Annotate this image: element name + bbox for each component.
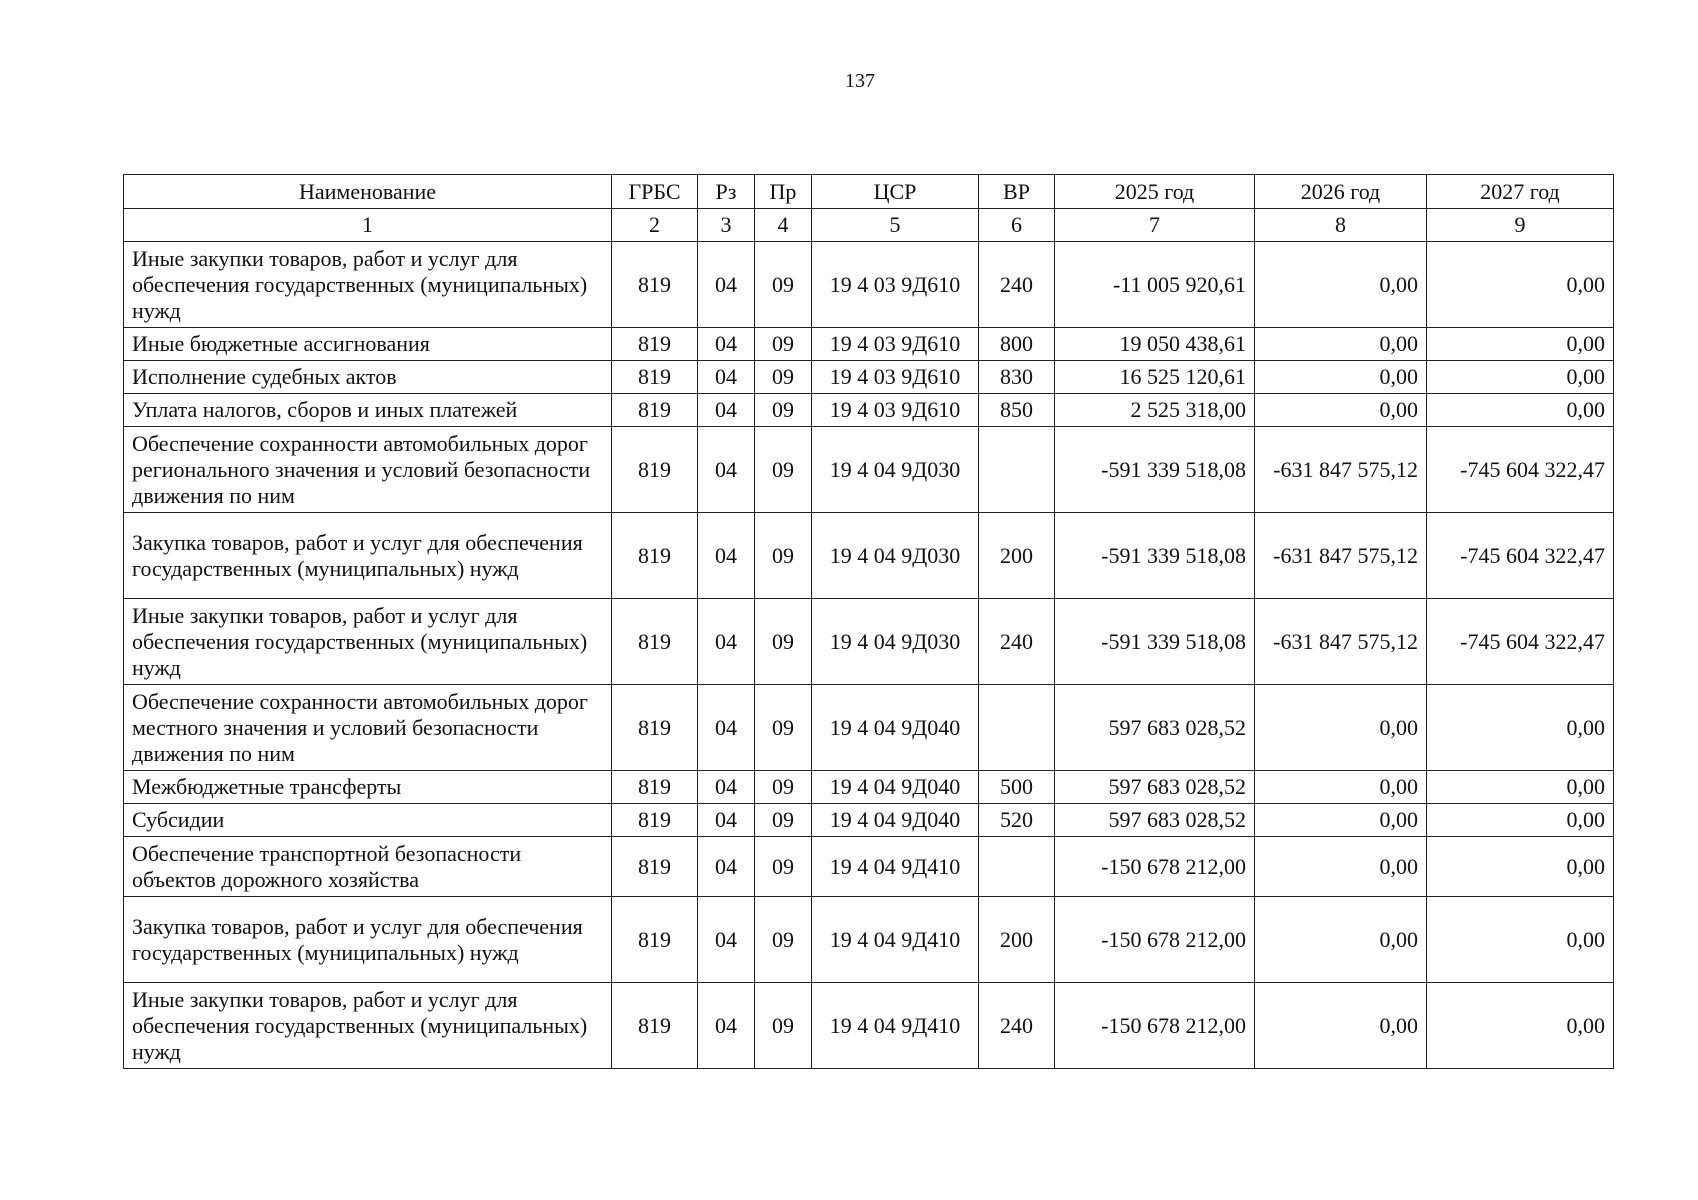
cell-rz: 04 xyxy=(698,837,755,897)
column-number-cell: 5 xyxy=(812,209,979,242)
column-number-cell: 1 xyxy=(124,209,612,242)
cell-amount-2027: 0,00 xyxy=(1427,242,1614,328)
cell-rz: 04 xyxy=(698,328,755,361)
cell-amount-2026: 0,00 xyxy=(1255,394,1427,427)
cell-grbs: 819 xyxy=(612,804,698,837)
table-row xyxy=(124,427,1614,513)
cell-name: Иные закупки товаров, работ и услуг для обеспечения государственных (муниципальных) нужд xyxy=(124,242,612,328)
header-row xyxy=(124,175,1614,209)
cell-pr: 09 xyxy=(755,983,812,1069)
cell-amount-2025: 2 525 318,00 xyxy=(1055,394,1255,427)
column-number-cell: 7 xyxy=(1055,209,1255,242)
cell-name: Обеспечение сохранности автомобильных дорог местного значения и условий безопасности движения по ним xyxy=(124,685,612,771)
table-row xyxy=(124,897,1614,983)
cell-grbs: 819 xyxy=(612,361,698,394)
cell-amount-2027: -745 604 322,47 xyxy=(1427,513,1614,599)
cell-name: Иные закупки товаров, работ и услуг для обеспечения государственных (муниципальных) нужд xyxy=(124,599,612,685)
cell-vr: 520 xyxy=(979,804,1055,837)
cell-vr: 240 xyxy=(979,599,1055,685)
table-row xyxy=(124,361,1614,394)
cell-name: Иные закупки товаров, работ и услуг для обеспечения государственных (муниципальных) нужд xyxy=(124,983,612,1069)
cell-rz: 04 xyxy=(698,685,755,771)
cell-name: Исполнение судебных актов xyxy=(124,361,612,394)
cell-name: Обеспечение сохранности автомобильных дорог регионального значения и условий безопасности движения по ним xyxy=(124,427,612,513)
cell-grbs: 819 xyxy=(612,394,698,427)
cell-amount-2026: -631 847 575,12 xyxy=(1255,427,1427,513)
cell-rz: 04 xyxy=(698,361,755,394)
cell-pr: 09 xyxy=(755,771,812,804)
cell-pr: 09 xyxy=(755,328,812,361)
cell-amount-2025: 597 683 028,52 xyxy=(1055,771,1255,804)
cell-amount-2025: 19 050 438,61 xyxy=(1055,328,1255,361)
cell-csr: 19 4 04 9Д410 xyxy=(812,897,979,983)
cell-amount-2027: 0,00 xyxy=(1427,771,1614,804)
cell-csr: 19 4 04 9Д030 xyxy=(812,513,979,599)
cell-csr: 19 4 03 9Д610 xyxy=(812,361,979,394)
cell-rz: 04 xyxy=(698,599,755,685)
cell-pr: 09 xyxy=(755,427,812,513)
cell-rz: 04 xyxy=(698,242,755,328)
page-number: 137 xyxy=(845,70,875,92)
cell-amount-2027: 0,00 xyxy=(1427,328,1614,361)
table-body xyxy=(124,242,1614,1069)
cell-vr xyxy=(979,427,1055,513)
cell-amount-2025: 597 683 028,52 xyxy=(1055,685,1255,771)
table-row xyxy=(124,599,1614,685)
cell-rz: 04 xyxy=(698,513,755,599)
cell-grbs: 819 xyxy=(612,513,698,599)
cell-grbs: 819 xyxy=(612,242,698,328)
table-row xyxy=(124,328,1614,361)
column-number-cell: 6 xyxy=(979,209,1055,242)
cell-vr: 200 xyxy=(979,897,1055,983)
column-number-cell: 4 xyxy=(755,209,812,242)
cell-rz: 04 xyxy=(698,897,755,983)
cell-csr: 19 4 04 9Д040 xyxy=(812,804,979,837)
cell-amount-2025: -11 005 920,61 xyxy=(1055,242,1255,328)
cell-grbs: 819 xyxy=(612,837,698,897)
cell-pr: 09 xyxy=(755,804,812,837)
cell-rz: 04 xyxy=(698,394,755,427)
budget-table xyxy=(123,174,1614,1069)
cell-amount-2027: 0,00 xyxy=(1427,685,1614,771)
cell-amount-2027: 0,00 xyxy=(1427,983,1614,1069)
cell-pr: 09 xyxy=(755,837,812,897)
cell-pr: 09 xyxy=(755,394,812,427)
header-cell: Рз xyxy=(698,175,755,209)
cell-amount-2026: 0,00 xyxy=(1255,361,1427,394)
cell-grbs: 819 xyxy=(612,328,698,361)
cell-vr: 240 xyxy=(979,242,1055,328)
cell-name: Межбюджетные трансферты xyxy=(124,771,612,804)
header-cell: ВР xyxy=(979,175,1055,209)
cell-name: Закупка товаров, работ и услуг для обеспечения государственных (муниципальных) нужд xyxy=(124,513,612,599)
cell-amount-2026: 0,00 xyxy=(1255,328,1427,361)
cell-pr: 09 xyxy=(755,685,812,771)
table-row xyxy=(124,983,1614,1069)
cell-pr: 09 xyxy=(755,897,812,983)
cell-rz: 04 xyxy=(698,427,755,513)
column-number-row xyxy=(124,209,1614,242)
cell-amount-2027: 0,00 xyxy=(1427,897,1614,983)
cell-amount-2026: 0,00 xyxy=(1255,837,1427,897)
cell-amount-2026: 0,00 xyxy=(1255,685,1427,771)
table-row xyxy=(124,513,1614,599)
cell-name: Иные бюджетные ассигнования xyxy=(124,328,612,361)
cell-amount-2026: 0,00 xyxy=(1255,983,1427,1069)
cell-amount-2027: 0,00 xyxy=(1427,804,1614,837)
cell-csr: 19 4 04 9Д040 xyxy=(812,685,979,771)
column-number-cell: 8 xyxy=(1255,209,1427,242)
cell-csr: 19 4 03 9Д610 xyxy=(812,242,979,328)
cell-vr: 240 xyxy=(979,983,1055,1069)
cell-pr: 09 xyxy=(755,361,812,394)
cell-amount-2026: 0,00 xyxy=(1255,897,1427,983)
cell-amount-2025: -591 339 518,08 xyxy=(1055,599,1255,685)
cell-csr: 19 4 03 9Д610 xyxy=(812,328,979,361)
cell-csr: 19 4 04 9Д410 xyxy=(812,983,979,1069)
cell-amount-2027: -745 604 322,47 xyxy=(1427,427,1614,513)
table-row xyxy=(124,685,1614,771)
table-row xyxy=(124,242,1614,328)
cell-amount-2025: -591 339 518,08 xyxy=(1055,427,1255,513)
cell-name: Субсидии xyxy=(124,804,612,837)
table-row xyxy=(124,771,1614,804)
header-cell: Пр xyxy=(755,175,812,209)
cell-grbs: 819 xyxy=(612,599,698,685)
cell-amount-2026: 0,00 xyxy=(1255,771,1427,804)
cell-grbs: 819 xyxy=(612,427,698,513)
cell-amount-2027: 0,00 xyxy=(1427,361,1614,394)
cell-amount-2027: 0,00 xyxy=(1427,837,1614,897)
column-number-cell: 9 xyxy=(1427,209,1614,242)
cell-amount-2026: 0,00 xyxy=(1255,804,1427,837)
header-cell: Наименование xyxy=(124,175,612,209)
cell-vr: 850 xyxy=(979,394,1055,427)
cell-amount-2025: -150 678 212,00 xyxy=(1055,897,1255,983)
cell-amount-2026: 0,00 xyxy=(1255,242,1427,328)
table-row xyxy=(124,394,1614,427)
cell-vr: 800 xyxy=(979,328,1055,361)
cell-amount-2025: 597 683 028,52 xyxy=(1055,804,1255,837)
cell-vr xyxy=(979,685,1055,771)
cell-rz: 04 xyxy=(698,983,755,1069)
cell-name: Уплата налогов, сборов и иных платежей xyxy=(124,394,612,427)
cell-vr xyxy=(979,837,1055,897)
cell-vr: 830 xyxy=(979,361,1055,394)
cell-amount-2025: -150 678 212,00 xyxy=(1055,837,1255,897)
cell-amount-2027: -745 604 322,47 xyxy=(1427,599,1614,685)
table-row xyxy=(124,804,1614,837)
cell-amount-2026: -631 847 575,12 xyxy=(1255,513,1427,599)
cell-csr: 19 4 03 9Д610 xyxy=(812,394,979,427)
cell-vr: 500 xyxy=(979,771,1055,804)
cell-pr: 09 xyxy=(755,513,812,599)
cell-grbs: 819 xyxy=(612,685,698,771)
column-number-cell: 3 xyxy=(698,209,755,242)
header-cell: 2027 год xyxy=(1427,175,1614,209)
column-number-cell: 2 xyxy=(612,209,698,242)
cell-grbs: 819 xyxy=(612,897,698,983)
header-cell: 2026 год xyxy=(1255,175,1427,209)
cell-grbs: 819 xyxy=(612,983,698,1069)
cell-amount-2026: -631 847 575,12 xyxy=(1255,599,1427,685)
cell-amount-2025: -150 678 212,00 xyxy=(1055,983,1255,1069)
cell-csr: 19 4 04 9Д030 xyxy=(812,427,979,513)
cell-grbs: 819 xyxy=(612,771,698,804)
cell-rz: 04 xyxy=(698,804,755,837)
cell-csr: 19 4 04 9Д040 xyxy=(812,771,979,804)
cell-vr: 200 xyxy=(979,513,1055,599)
cell-pr: 09 xyxy=(755,242,812,328)
cell-pr: 09 xyxy=(755,599,812,685)
cell-amount-2027: 0,00 xyxy=(1427,394,1614,427)
cell-rz: 04 xyxy=(698,771,755,804)
table-row xyxy=(124,837,1614,897)
cell-name: Закупка товаров, работ и услуг для обеспечения государственных (муниципальных) нужд xyxy=(124,897,612,983)
cell-csr: 19 4 04 9Д030 xyxy=(812,599,979,685)
header-cell: ГРБС xyxy=(612,175,698,209)
cell-name: Обеспечение транспортной безопасности объектов дорожного хозяйства xyxy=(124,837,612,897)
header-cell: ЦСР xyxy=(812,175,979,209)
cell-amount-2025: -591 339 518,08 xyxy=(1055,513,1255,599)
cell-amount-2025: 16 525 120,61 xyxy=(1055,361,1255,394)
cell-csr: 19 4 04 9Д410 xyxy=(812,837,979,897)
header-cell: 2025 год xyxy=(1055,175,1255,209)
